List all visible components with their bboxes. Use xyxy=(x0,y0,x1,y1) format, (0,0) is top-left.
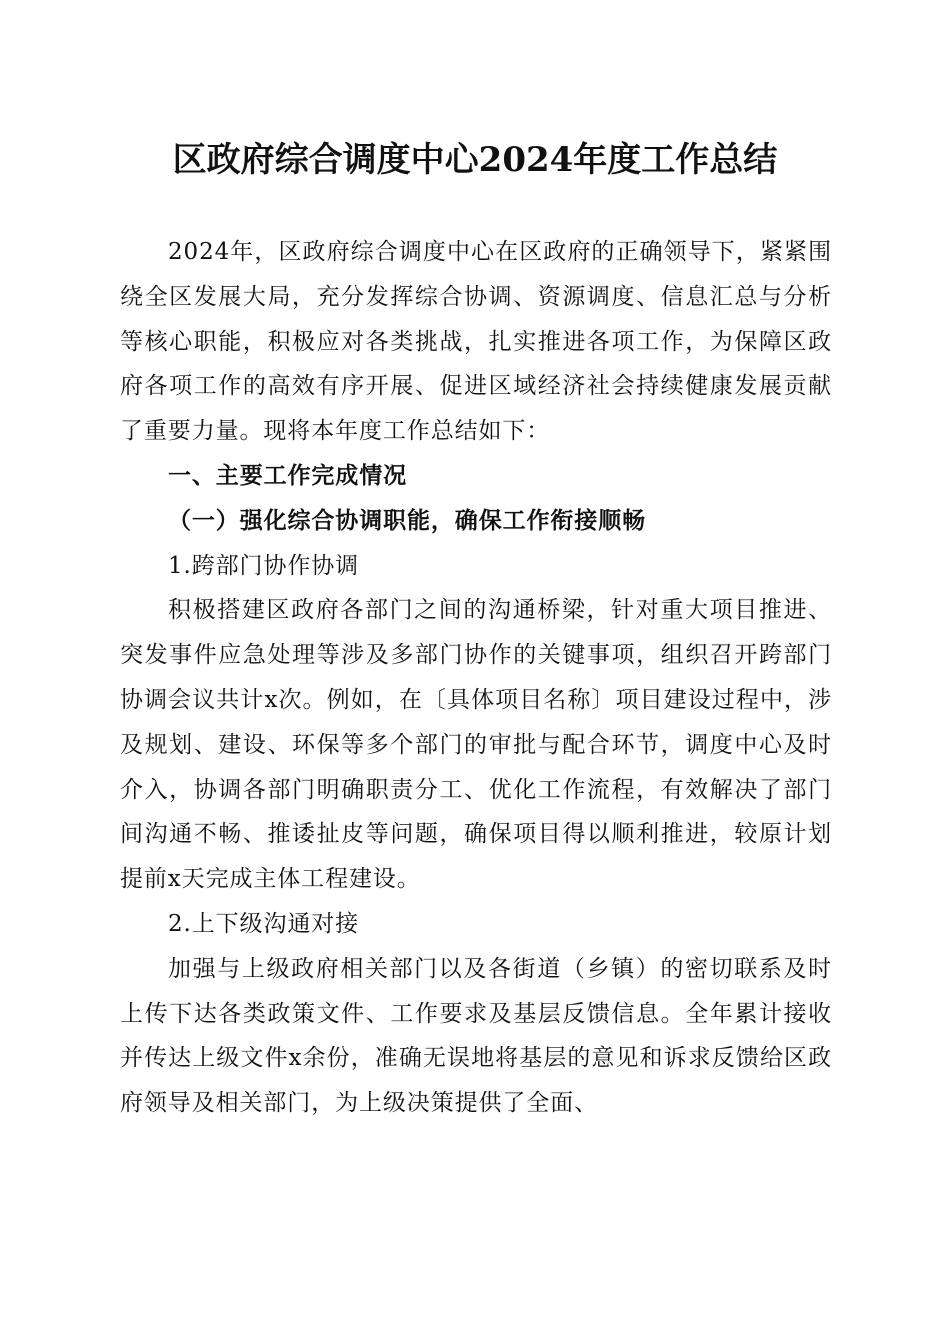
document-body xyxy=(120,230,832,1126)
intro-paragraph: 2024年，区政府综合调度中心在区政府的正确领导下，紧紧围绕全区发展大局，充分发挥综合协调、资源调度、信息汇总与分析等核心职能，积极应对各类挑战，扎实推进各项工作，为保障区政府各项工作的高效有序开展、促进区域经济社会持续健康发展贡献了重要力量。现将本年度工作总结如下： xyxy=(120,239,832,445)
item-paragraph-2: 加强与上级政府相关部门以及各街道（乡镇）的密切联系及时上传下达各类政策文件、工作要求及基层反馈信息。全年累计接收并传达上级文件x余份，准确无误地将基层的意见和诉求反馈给区政府领导及相关部门，为上级决策提供了全面、 xyxy=(120,955,832,1117)
subsection-heading-1: （一）强化综合协调职能，确保工作衔接顺畅 xyxy=(168,506,646,534)
item-heading-1: 1.跨部门协作协调 xyxy=(168,552,360,579)
document-title: 区政府综合调度中心2024年度工作总结 xyxy=(172,140,778,180)
item-paragraph-1: 积极搭建区政府各部门之间的沟通桥梁，针对重大项目推进、突发事件应急处理等涉及多部门协作的关键事项，组织召开跨部门协调会议共计x次。例如，在〔具体项目名称〕项目建设过程中，涉及规划、建设、环保等多个部门的审批与配合环节，调度中心及时介入，协调各部门明确职责分工、优化工作流程，有效解决了部门间沟通不畅、推诿扯皮等问题，确保项目得以顺利推进，较原计划提前x天完成主体工程建设。 xyxy=(120,597,832,893)
section-heading-1: 一、主要工作完成情况 xyxy=(168,462,407,489)
item-heading-2: 2.上下级沟通对接 xyxy=(168,910,360,937)
